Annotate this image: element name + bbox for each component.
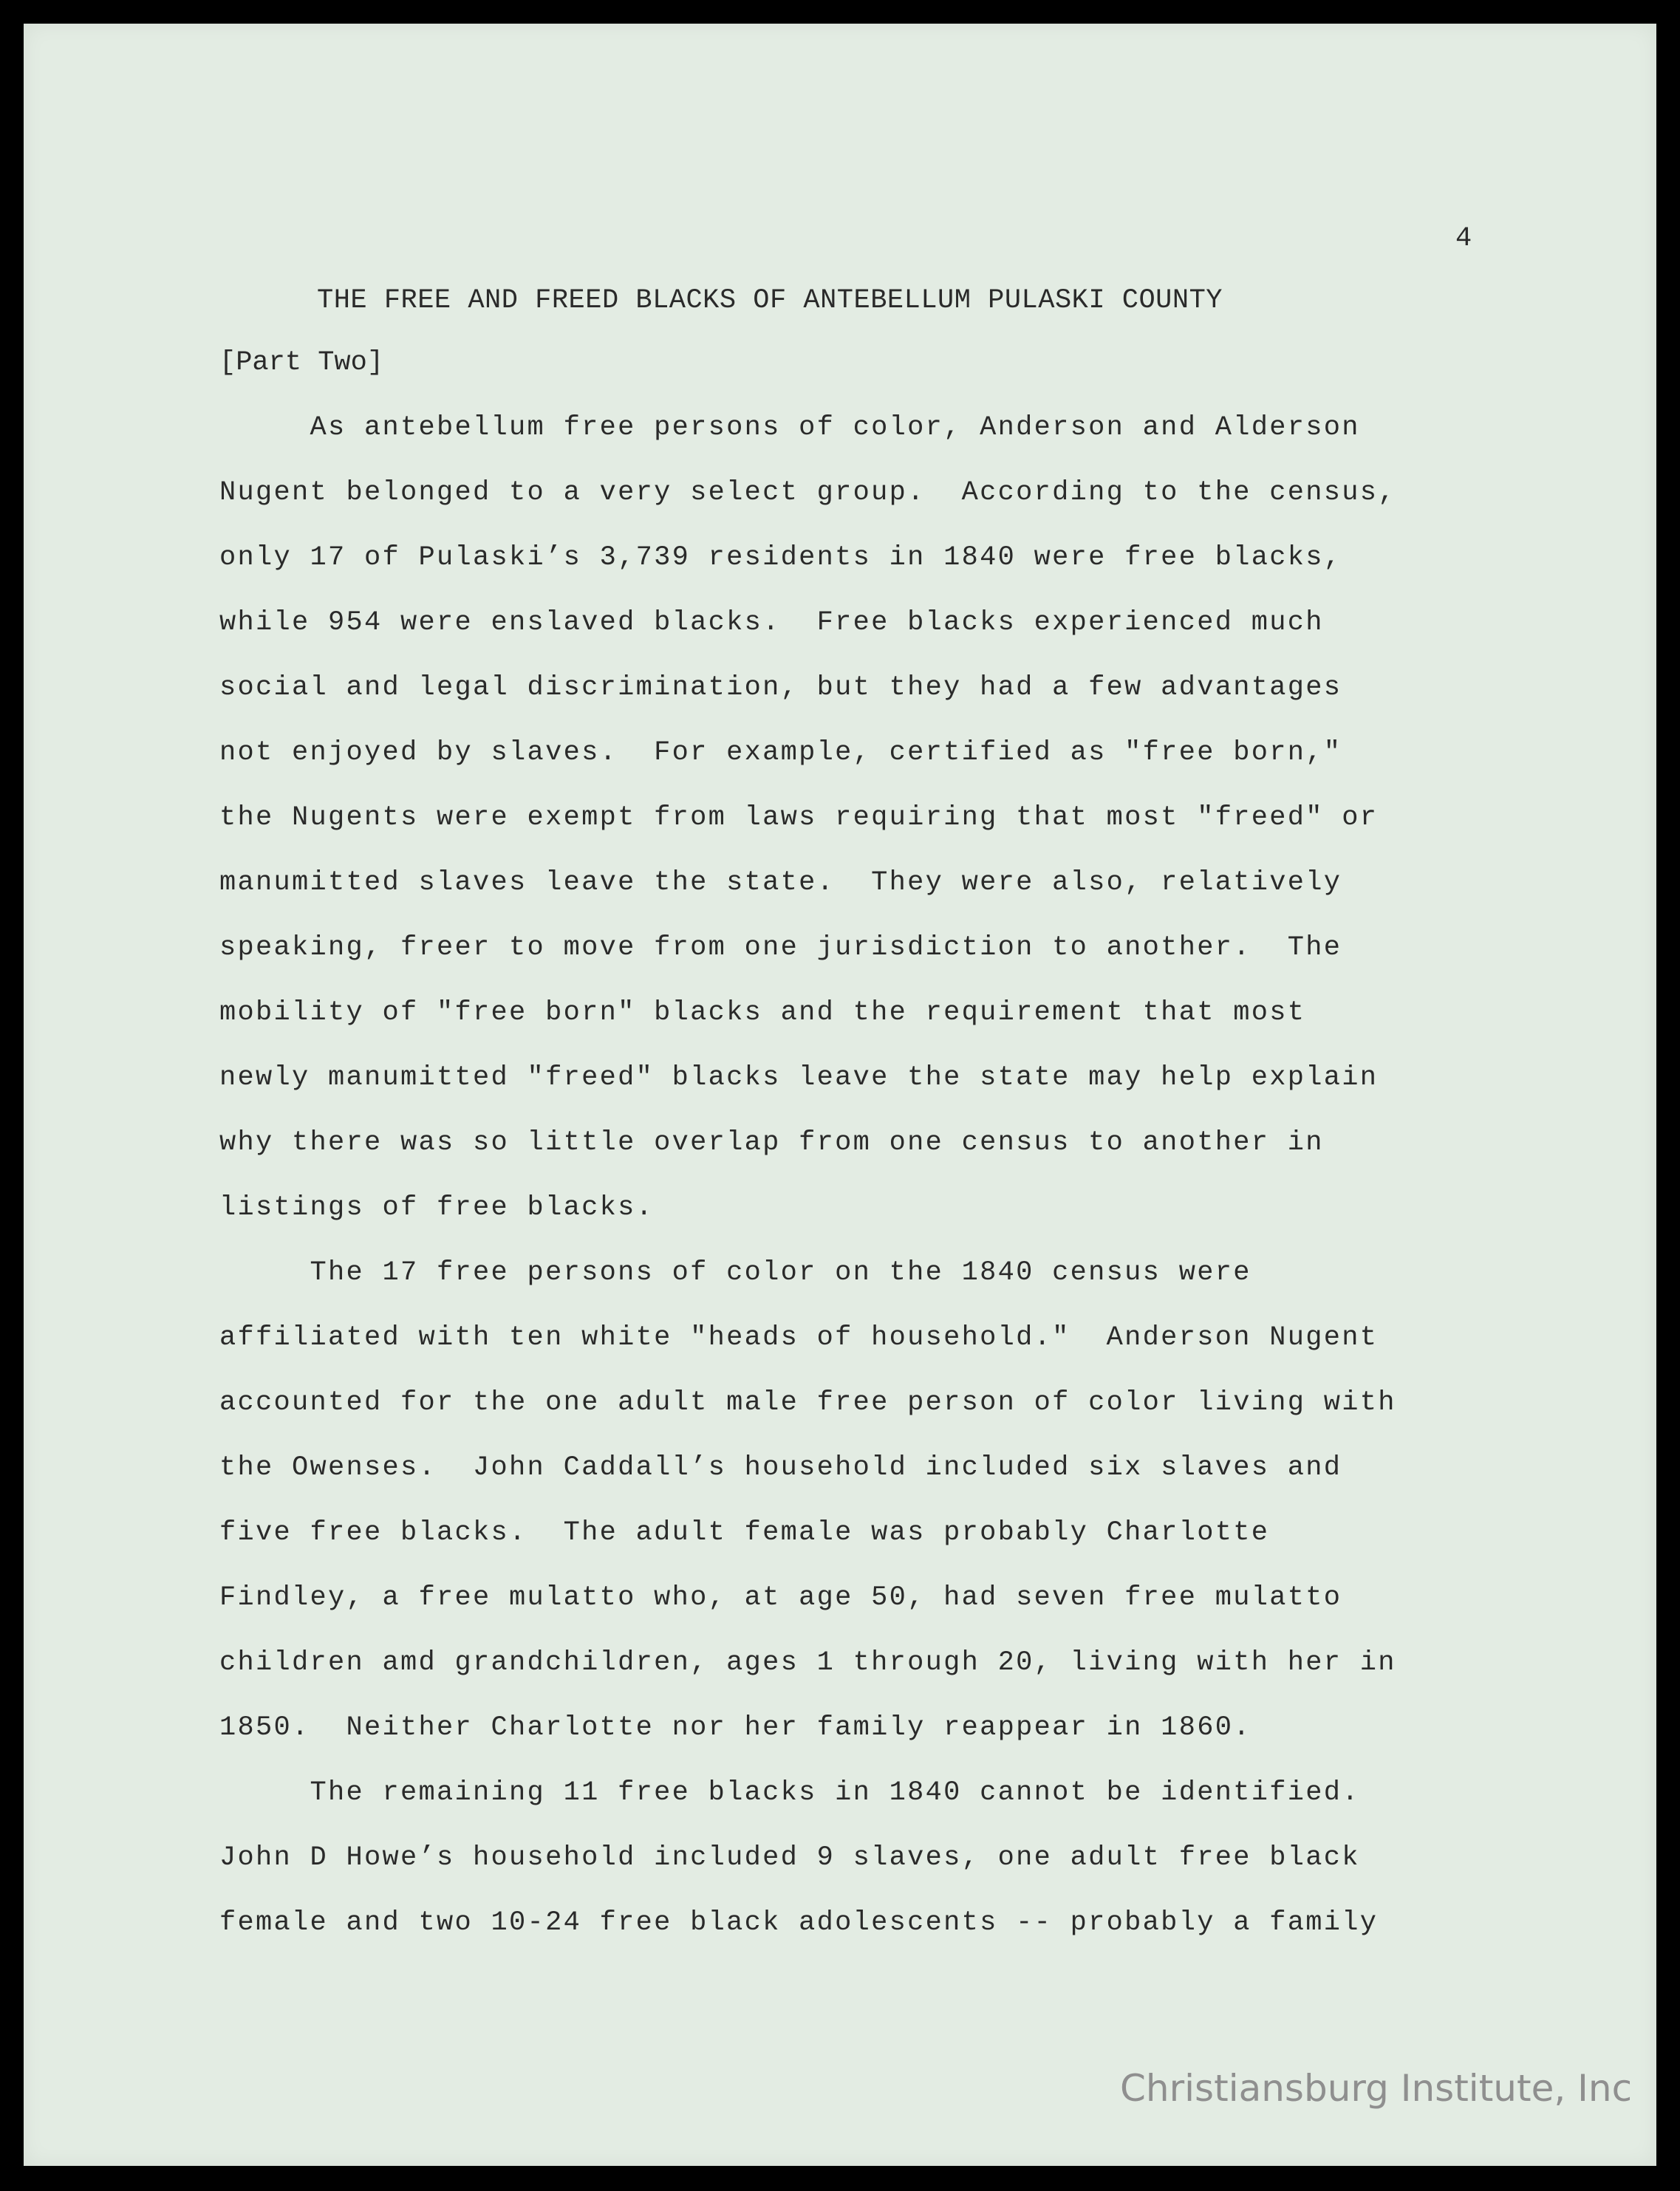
body-line: The remaining 11 free blacks in 1840 cannot be identified.	[219, 1777, 1360, 1808]
body-line: social and legal discrimination, but they had a few advantages	[219, 672, 1342, 703]
body-line: speaking, freer to move from one jurisdiction to another. The	[219, 932, 1342, 963]
body-line: the Owenses. John Caddall’s household included six slaves and	[219, 1452, 1342, 1483]
body-line: John D Howe’s household included 9 slaves, one adult free black	[219, 1842, 1360, 1873]
body-line: affiliated with ten white "heads of household." Anderson Nugent	[219, 1322, 1379, 1353]
body-line: children amd grandchildren, ages 1 through 20, living with her in	[219, 1647, 1396, 1678]
body-line: female and two 10-24 free black adolescents -- probably a family	[219, 1907, 1379, 1938]
body-line: Findley, a free mulatto who, at age 50, had seven free mulatto	[219, 1582, 1342, 1613]
body-line: newly manumitted "freed" blacks leave the state may help explain	[219, 1062, 1379, 1093]
body-line: why there was so little overlap from one census to another in	[219, 1127, 1324, 1158]
document-subtitle: [Part Two]	[219, 347, 384, 378]
body-line: As antebellum free persons of color, Anderson and Alderson	[219, 412, 1360, 443]
body-line: accounted for the one adult male free person of color living with	[219, 1387, 1396, 1418]
body-line: the Nugents were exempt from laws requiring that most "freed" or	[219, 802, 1379, 833]
body-line: Nugent belonged to a very select group. According to the census,	[219, 477, 1396, 508]
body-line: not enjoyed by slaves. For example, certified as "free born,"	[219, 737, 1342, 768]
page-number: 4	[1455, 223, 1472, 254]
body-line: while 954 were enslaved blacks. Free blacks experienced much	[219, 607, 1324, 638]
body-line: manumitted slaves leave the state. They were also, relatively	[219, 867, 1342, 898]
watermark-text: Christiansburg Institute, Inc	[1120, 2067, 1633, 2110]
body-line: The 17 free persons of color on the 1840 census were	[219, 1257, 1252, 1288]
body-line: 1850. Neither Charlotte nor her family reappear in 1860.	[219, 1712, 1252, 1743]
body-line: five free blacks. The adult female was probably Charlotte	[219, 1517, 1270, 1548]
document-title: THE FREE AND FREED BLACKS OF ANTEBELLUM PULASKI COUNTY	[317, 285, 1223, 316]
body-line: only 17 of Pulaski’s 3,739 residents in 1840 were free blacks,	[219, 542, 1342, 573]
body-line: listings of free blacks.	[219, 1192, 655, 1223]
body-line: mobility of "free born" blacks and the requirement that most	[219, 997, 1306, 1028]
